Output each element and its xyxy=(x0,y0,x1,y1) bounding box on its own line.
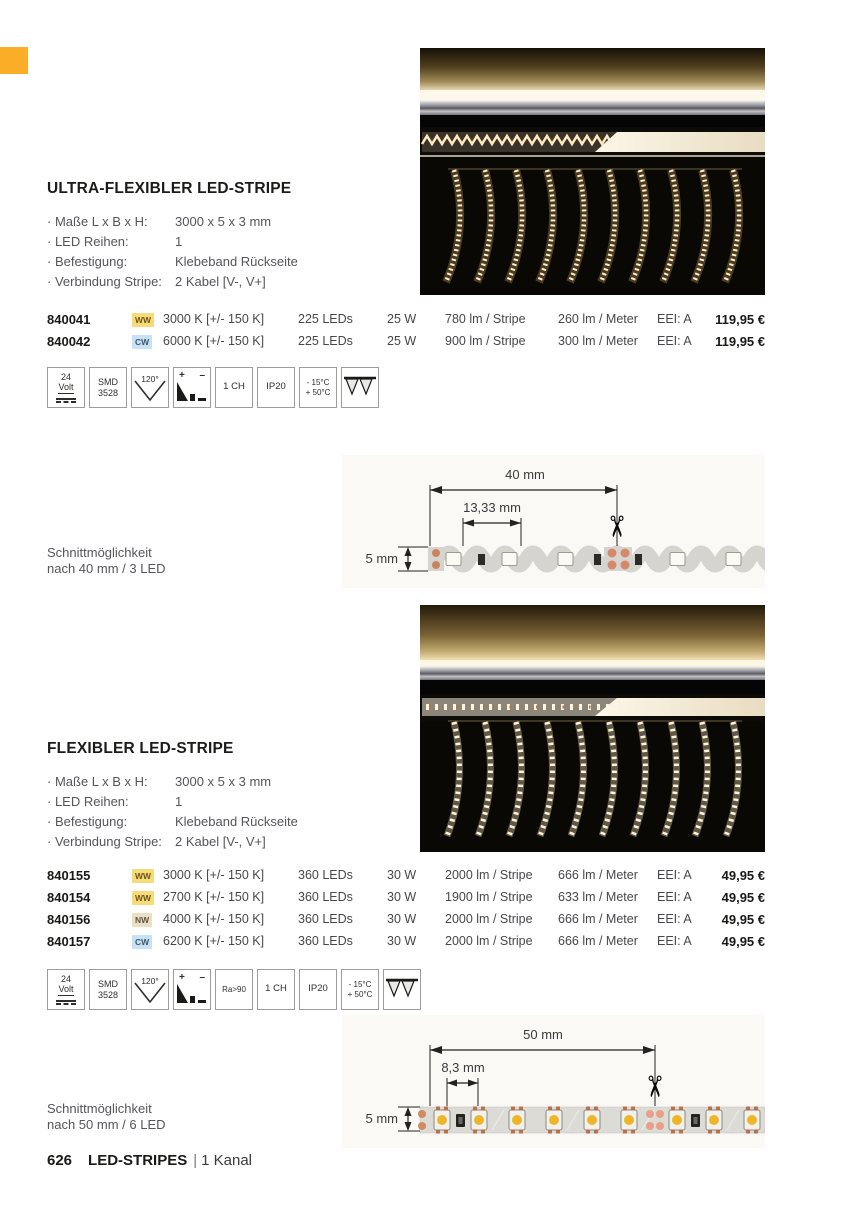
wattage: 30 W xyxy=(387,890,417,904)
spec-label: · Befestigung: xyxy=(47,254,128,269)
channels-icon: 1 CH xyxy=(215,367,253,408)
wattage: 30 W xyxy=(387,934,417,948)
section2-specs xyxy=(47,772,387,852)
lumen-meter: 633 lm / Meter xyxy=(558,890,638,904)
spec-value: 1 xyxy=(175,794,183,809)
spec-value: 2 Kabel [V-, V+] xyxy=(175,834,266,849)
article-number: 840157 xyxy=(47,933,91,949)
section1-cut-note: Schnittmöglichkeit nach 40 mm / 3 LED xyxy=(47,545,166,576)
lumen-stripe: 1900 lm / Stripe xyxy=(445,890,533,904)
table-row xyxy=(47,330,765,352)
channels-icon: 1 CH xyxy=(257,969,295,1010)
spec-dimensions xyxy=(47,212,387,232)
article-number: 840155 xyxy=(47,867,91,883)
spec-value: 3000 x 5 x 3 mm xyxy=(175,774,272,789)
article-number: 840154 xyxy=(47,889,91,905)
led-count: 360 LEDs xyxy=(298,890,353,904)
spec-label: · Verbindung Stripe: xyxy=(47,834,162,849)
page-edge-tab xyxy=(0,47,28,74)
dimension-total-label: 50 mm xyxy=(523,1027,563,1042)
eei-class: EEI: A xyxy=(657,890,692,904)
article-number: 840042 xyxy=(47,333,91,349)
led-count: 360 LEDs xyxy=(298,934,353,948)
section1-feature-icons xyxy=(47,367,379,408)
led-count: 360 LEDs xyxy=(298,868,353,882)
spec-label: · LED Reihen: xyxy=(47,794,129,809)
table-row xyxy=(47,886,765,908)
product-photo-ultra-flexible-stripe xyxy=(420,48,765,295)
price: 49,95 € xyxy=(721,867,765,883)
section1-specs xyxy=(47,212,387,292)
smd-3528-icon: SMD 3528 xyxy=(89,367,127,408)
dimmable-icon: + – xyxy=(173,367,211,408)
section2-cut-note: Schnittmöglichkeit nach 50 mm / 6 LED xyxy=(47,1101,166,1132)
table-row xyxy=(47,864,765,886)
article-number: 840041 xyxy=(47,311,91,327)
price: 49,95 € xyxy=(721,933,765,949)
spec-value: Klebeband Rückseite xyxy=(175,814,298,829)
voltage-24v-dc-icon: 24 Volt xyxy=(47,367,85,408)
color-temperature: 2700 K [+/- 150 K] xyxy=(163,890,265,904)
color-temp-badge: WW xyxy=(132,868,163,883)
lumen-meter: 666 lm / Meter xyxy=(558,912,638,926)
color-temperature: 3000 K [+/- 150 K] xyxy=(163,868,265,882)
price: 49,95 € xyxy=(721,911,765,927)
dimension-segment-label: 8,3 mm xyxy=(441,1060,485,1075)
led-count: 225 LEDs xyxy=(298,312,353,326)
price: 119,95 € xyxy=(715,311,765,327)
page-footer xyxy=(47,1152,252,1169)
table-row xyxy=(47,308,765,330)
lumen-stripe: 2000 lm / Stripe xyxy=(445,912,533,926)
spec-led-rows xyxy=(47,792,387,812)
cut-diagram-sshape xyxy=(342,455,765,588)
section1-product-table xyxy=(47,308,765,352)
section2-product-table xyxy=(47,864,765,952)
table-row xyxy=(47,930,765,952)
dimension-height-label: 5 mm xyxy=(365,551,398,566)
spec-label: · Maße L x B x H: xyxy=(47,214,148,229)
beam-angle-icon: 120° xyxy=(131,969,169,1010)
lumen-stripe: 780 lm / Stripe xyxy=(445,312,526,326)
color-temp-badge: WW xyxy=(132,890,163,905)
color-temp-badge: NW xyxy=(132,912,163,927)
price: 49,95 € xyxy=(721,889,765,905)
dimension-height-label: 5 mm xyxy=(365,1111,398,1126)
spec-led-rows xyxy=(47,232,387,252)
section1-title: ULTRA-FLEXIBLER LED-STRIPE xyxy=(47,180,292,197)
spec-label: · Maße L x B x H: xyxy=(47,774,148,789)
ip20-icon: IP20 xyxy=(299,969,337,1010)
wattage: 30 W xyxy=(387,912,417,926)
article-number: 840156 xyxy=(47,911,91,927)
spec-connection xyxy=(47,832,387,852)
spec-dimensions xyxy=(47,772,387,792)
color-temp-badge: WW xyxy=(132,312,163,327)
spec-label: · Verbindung Stripe: xyxy=(47,274,162,289)
cut-diagram-straight xyxy=(342,1015,765,1148)
lumen-stripe: 2000 lm / Stripe xyxy=(445,934,533,948)
lumen-stripe: 900 lm / Stripe xyxy=(445,334,526,348)
dimension-segment-label: 13,33 mm xyxy=(463,500,521,515)
dimmable-icon: + – xyxy=(173,969,211,1010)
color-temp-badge: CW xyxy=(132,934,163,949)
beam-angle-icon: 120° xyxy=(131,367,169,408)
section2-title: FLEXIBLER LED-STRIPE xyxy=(47,740,234,757)
scissors-icon: ✂ xyxy=(637,1074,670,1099)
spec-value: 1 xyxy=(175,234,183,249)
eei-class: EEI: A xyxy=(657,334,692,348)
lumen-stripe: 2000 lm / Stripe xyxy=(445,868,533,882)
scissors-icon: ✂ xyxy=(599,514,632,539)
led-count: 360 LEDs xyxy=(298,912,353,926)
flexible-stripe-icon xyxy=(383,969,421,1010)
temperature-range-icon: - 15°C + 50°C xyxy=(341,969,379,1010)
spec-value: 2 Kabel [V-, V+] xyxy=(175,274,266,289)
table-row xyxy=(47,908,765,930)
eei-class: EEI: A xyxy=(657,912,692,926)
wattage: 30 W xyxy=(387,868,417,882)
section2-feature-icons xyxy=(47,969,421,1010)
led-count: 225 LEDs xyxy=(298,334,353,348)
wattage: 25 W xyxy=(387,334,417,348)
spec-mounting xyxy=(47,812,387,832)
eei-class: EEI: A xyxy=(657,868,692,882)
lumen-meter: 666 lm / Meter xyxy=(558,934,638,948)
lumen-meter: 260 lm / Meter xyxy=(558,312,638,326)
spec-mounting xyxy=(47,252,387,272)
color-temperature: 3000 K [+/- 150 K] xyxy=(163,312,265,326)
spec-label: · LED Reihen: xyxy=(47,234,129,249)
smd-3528-icon: SMD 3528 xyxy=(89,969,127,1010)
spec-label: · Befestigung: xyxy=(47,814,128,829)
color-temperature: 6200 K [+/- 150 K] xyxy=(163,934,265,948)
spec-connection xyxy=(47,272,387,292)
color-temperature: 6000 K [+/- 150 K] xyxy=(163,334,265,348)
spec-value: 3000 x 5 x 3 mm xyxy=(175,214,272,229)
lumen-meter: 666 lm / Meter xyxy=(558,868,638,882)
temperature-range-icon: - 15°C + 50°C xyxy=(299,367,337,408)
eei-class: EEI: A xyxy=(657,312,692,326)
eei-class: EEI: A xyxy=(657,934,692,948)
cri-ra90-icon: Ra>90 xyxy=(215,969,253,1010)
flexible-stripe-icon xyxy=(341,367,379,408)
dimension-total-label: 40 mm xyxy=(505,467,545,482)
voltage-24v-dc-icon: 24 Volt xyxy=(47,969,85,1010)
price: 119,95 € xyxy=(715,333,765,349)
page-number: 626 xyxy=(47,1152,73,1169)
wattage: 25 W xyxy=(387,312,417,326)
footer-separator: | xyxy=(193,1152,198,1169)
ip20-icon: IP20 xyxy=(257,367,295,408)
lumen-meter: 300 lm / Meter xyxy=(558,334,638,348)
footer-category: LED-STRIPES xyxy=(88,1152,188,1169)
product-photo-flexible-stripe xyxy=(420,605,765,852)
spec-value: Klebeband Rückseite xyxy=(175,254,298,269)
color-temp-badge: CW xyxy=(132,334,163,349)
color-temperature: 4000 K [+/- 150 K] xyxy=(163,912,265,926)
footer-subcategory: 1 Kanal xyxy=(201,1152,252,1169)
